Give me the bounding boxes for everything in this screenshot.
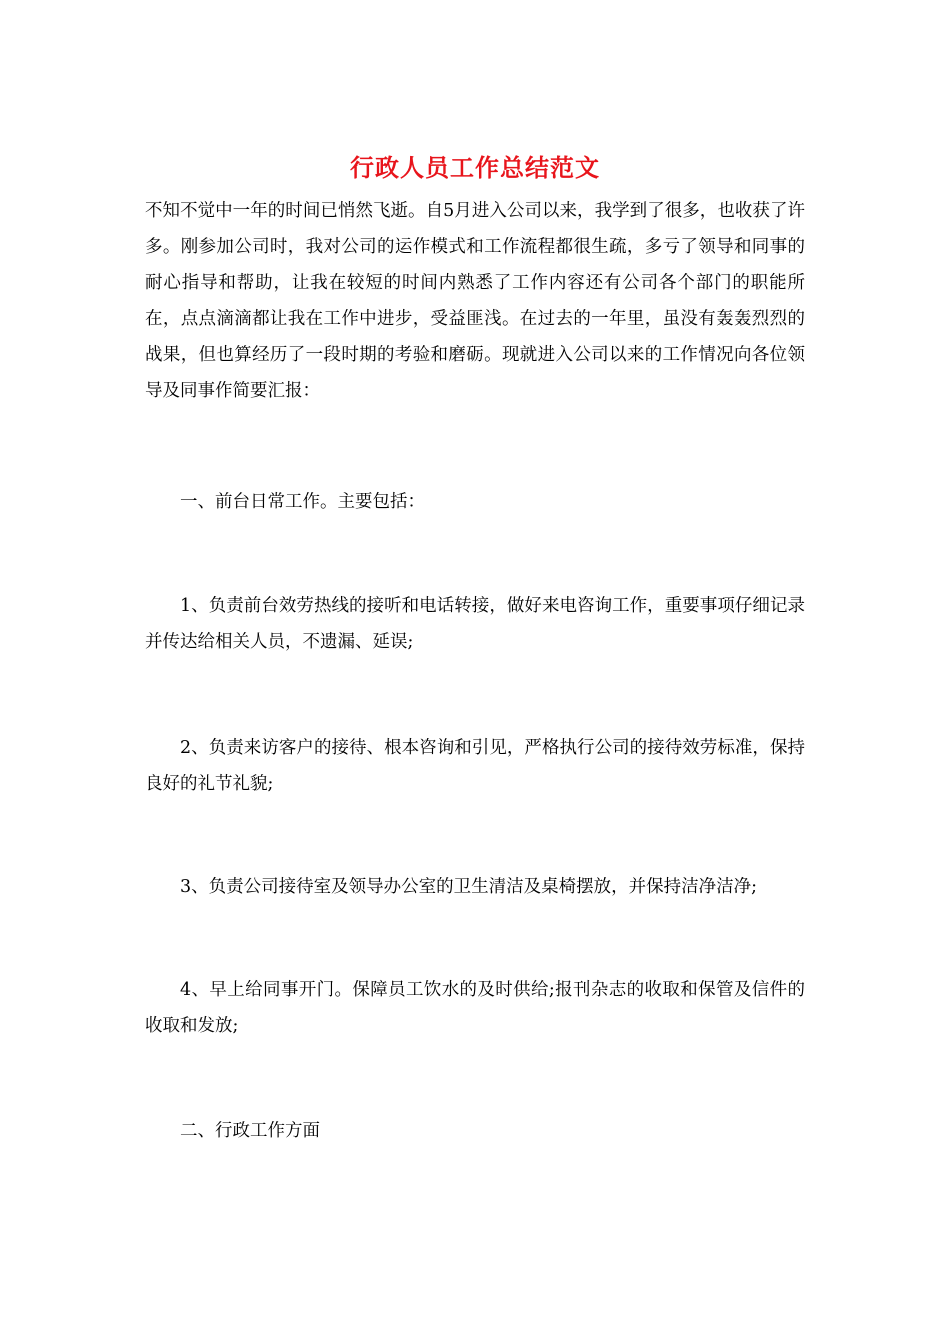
section-heading-admin: 二、行政工作方面 <box>180 1121 320 1141</box>
document-title: 行政人员工作总结范文 <box>350 153 600 182</box>
list-item-1: 1、负责前台效劳热线的接听和电话转接，做好来电咨询工作，重要事项仔细记录并传达给相关人员，不遗漏、延误; <box>145 596 805 652</box>
list-item-3: 3、负责公司接待室及领导办公室的卫生清洁及桌椅摆放，并保持洁净洁净; <box>180 877 758 897</box>
list-item-4: 4、早上给同事开门。保障员工饮水的及时供给;报刊杂志的收取和保管及信件的收取和发放; <box>145 980 805 1036</box>
intro-paragraph: 不知不觉中一年的时间已悄然飞逝。自5月进入公司以来，我学到了很多，也收获了许多。刚参加公司时，我对公司的运作模式和工作流程都很生疏，多亏了领导和同事的耐心指导和帮助，让我在较短的时间内熟悉了工作内容还有公司各个部门的职能所在，点点滴滴都让我在工作中进步，受益匪浅。在过去的一年里，虽没有轰轰烈烈的战果，但也算经历了一段时期的考验和磨砺。现就进入公司以来的工作情况向各位领导及同事作简要汇报： <box>145 201 805 401</box>
list-item-2: 2、负责来访客户的接待、根本咨询和引见，严格执行公司的接待效劳标准，保持良好的礼节礼貌; <box>145 738 805 794</box>
section-heading-front-desk: 一、前台日常工作。主要包括： <box>180 492 425 512</box>
